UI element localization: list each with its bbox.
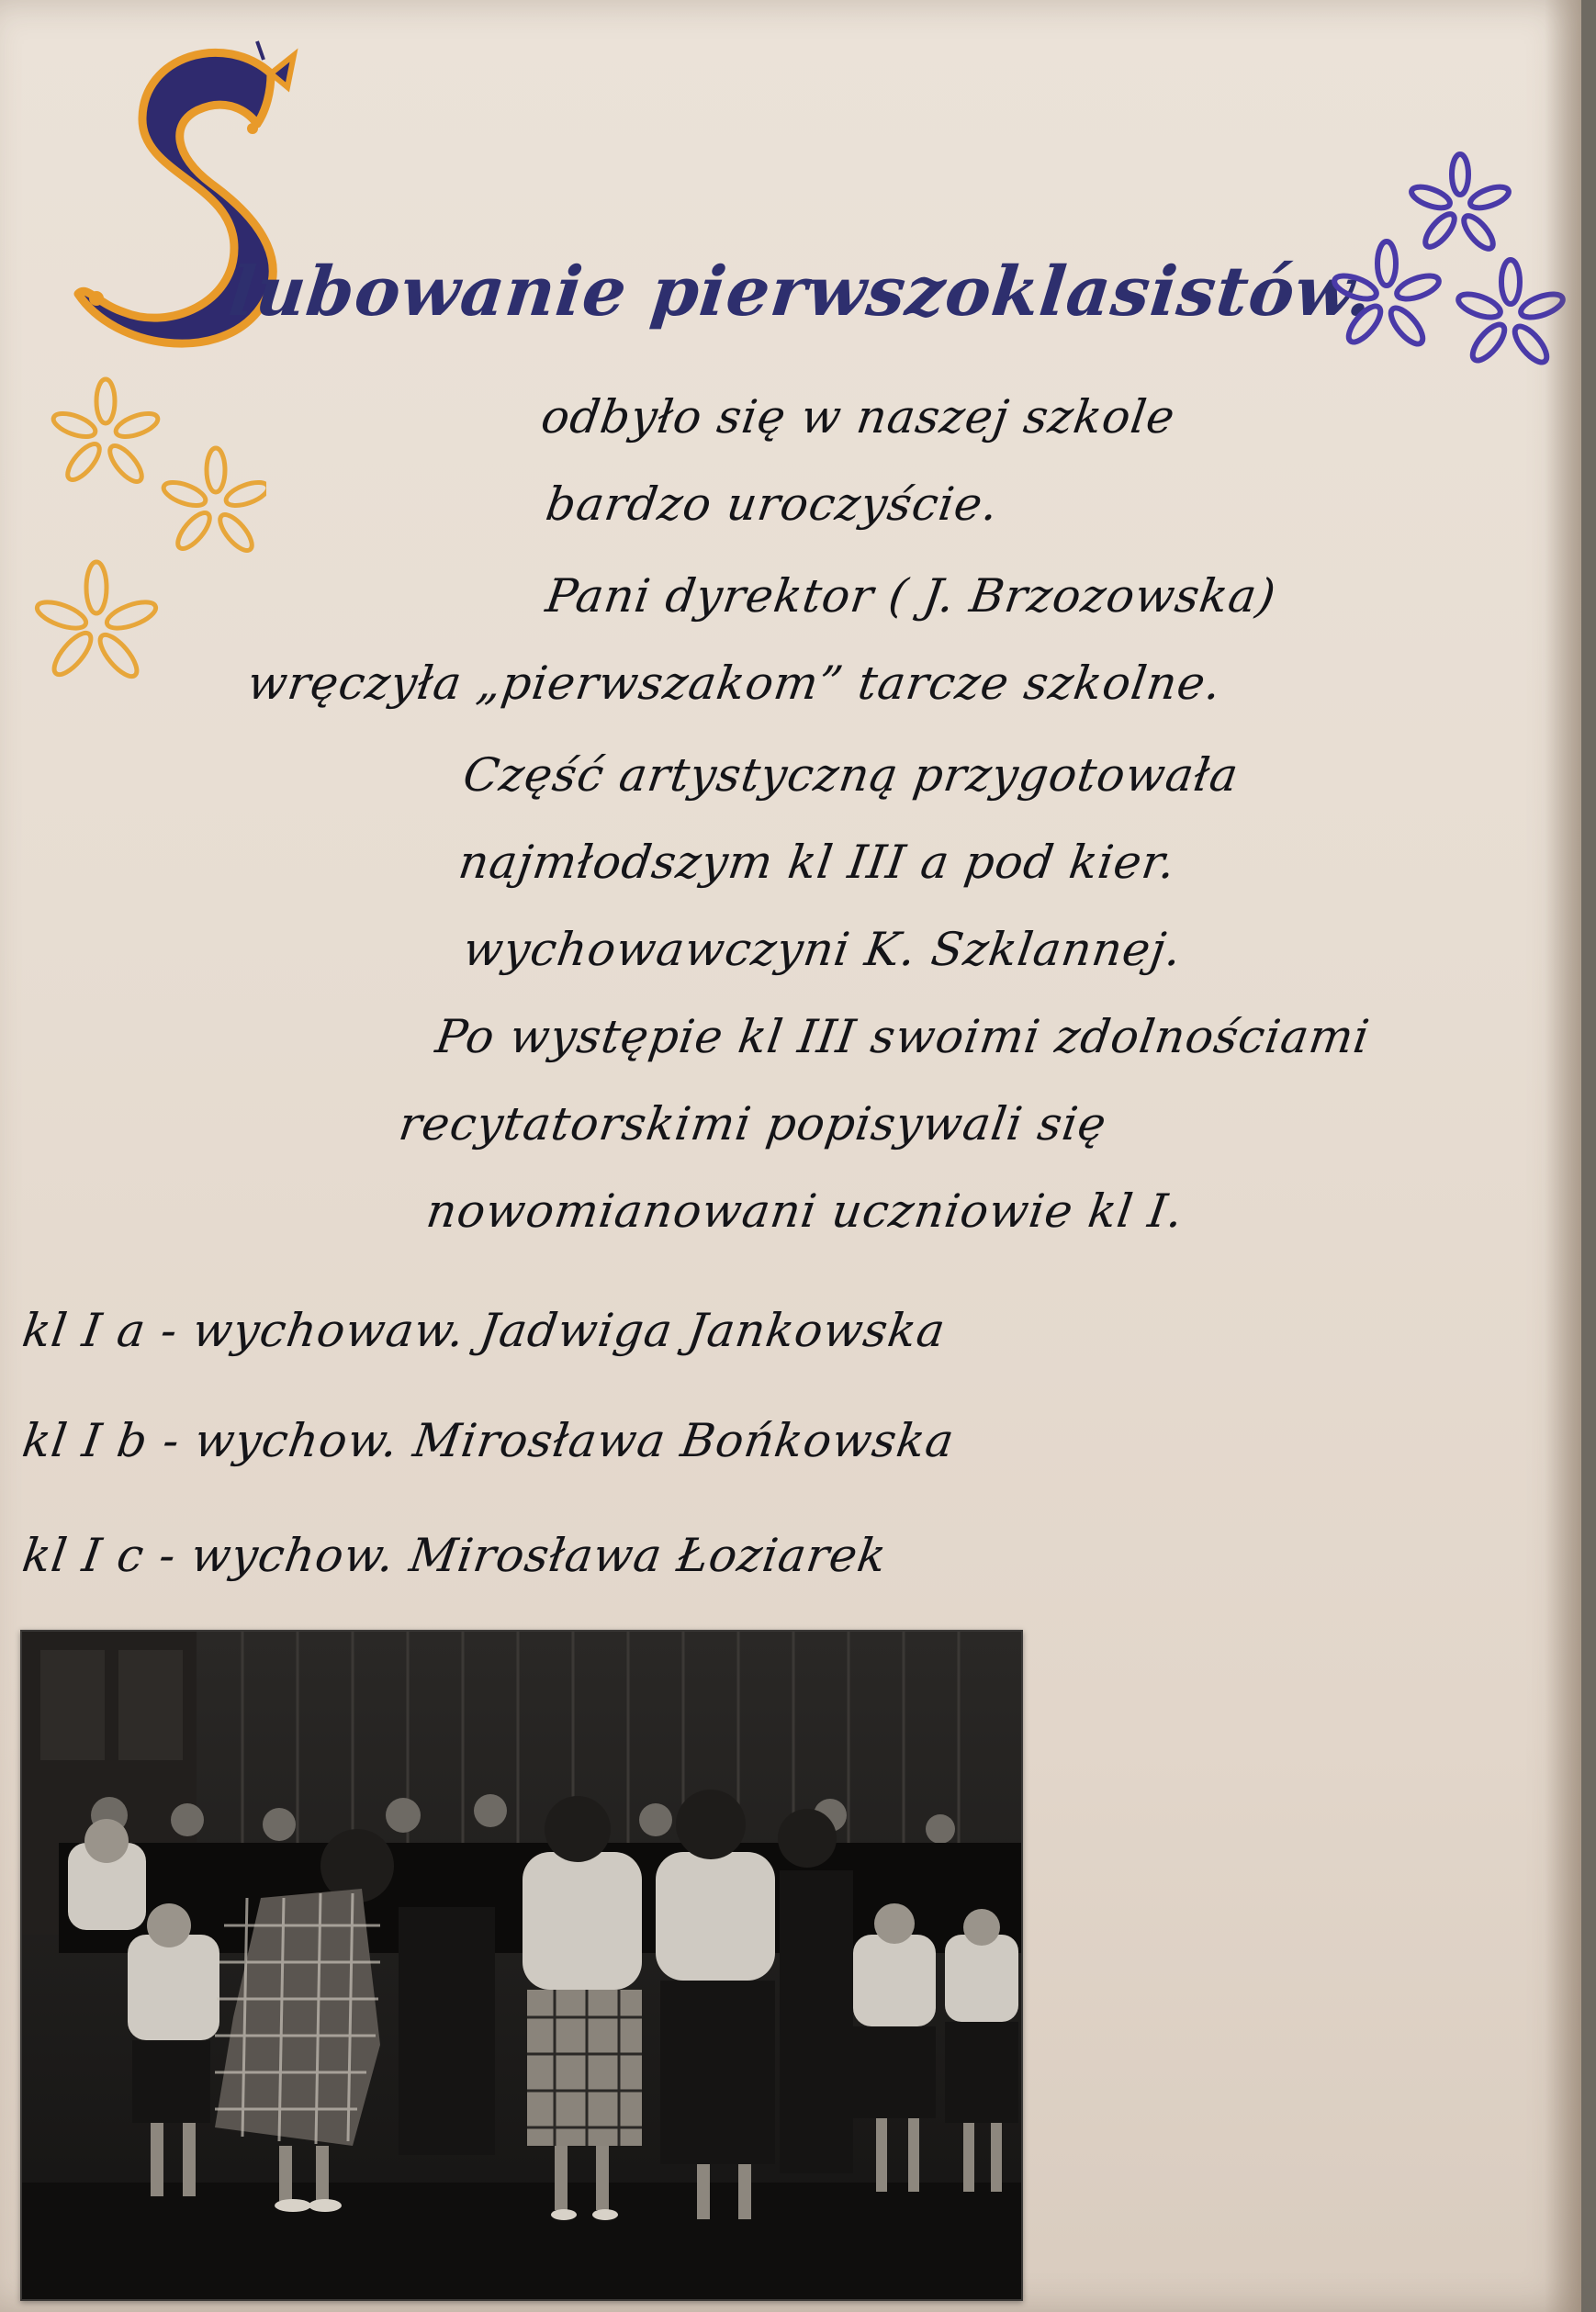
class-teacher-line: kl I a - wychowaw. Jadwiga Jankowska	[18, 1304, 950, 1357]
body-line: wręczyła „pierwszakom” tarcze szkolne.	[243, 657, 1225, 710]
page-title: lubowanie pierwszoklasistów.	[225, 253, 1377, 331]
body-line: odbyło się w naszej szkole	[537, 390, 1179, 443]
class-teacher-line: kl I c - wychow. Mirosława Łoziarek	[18, 1529, 891, 1582]
class-teacher-line: kl I b - wychow. Mirosława Bońkowska	[18, 1414, 958, 1467]
body-line: Po występie kl III swoimi zdolnościami	[432, 1010, 1374, 1063]
body-line: nowomianowani uczniowie kl I.	[422, 1184, 1187, 1238]
bleed-through-text	[28, 808, 44, 1128]
body-line: Część artystyczną przygotowała	[459, 748, 1242, 802]
body-line: bardzo uroczyście.	[542, 477, 1003, 531]
body-line: recytatorskimi popisywali się	[395, 1097, 1110, 1150]
body-line: Pani dyrektor ( J. Brzozowska)	[542, 569, 1280, 623]
ceremony-photo	[20, 1630, 1023, 2301]
orange-flowers-doodle	[18, 367, 266, 707]
purple-flowers-doodle	[1313, 147, 1579, 404]
body-line: najmłodszym kl III a pod kier.	[455, 836, 1180, 889]
body-line: wychowawczyni K. Szklannej.	[459, 923, 1186, 976]
